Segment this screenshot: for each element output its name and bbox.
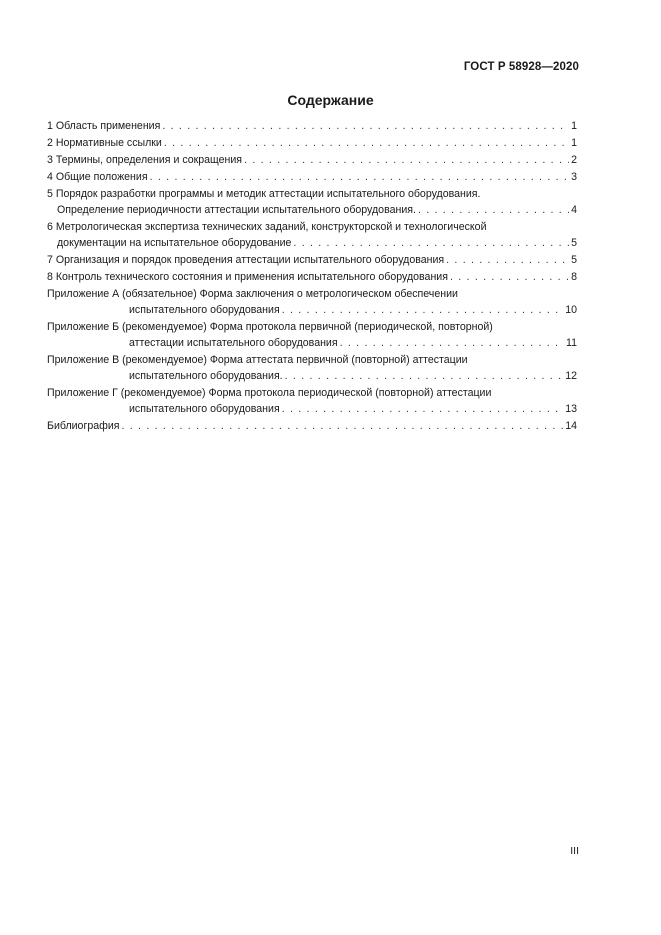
toc-entry-bibliography[interactable] xyxy=(47,418,577,434)
leader-dots xyxy=(282,401,564,417)
toc-entry-text: 4 Общие положения xyxy=(47,171,148,183)
toc-entry-text: Приложение А (обязательное) Форма заключения о метрологическом обеспечении xyxy=(47,288,458,300)
toc-entry-appendix-g[interactable] xyxy=(47,385,577,417)
toc-page-number: 3 xyxy=(571,171,577,183)
toc-entry-text-continued: испытательного оборудования xyxy=(129,403,280,415)
leader-dots xyxy=(418,202,569,218)
toc-entry-text: Библиография xyxy=(47,420,120,432)
page-number: III xyxy=(570,845,579,857)
leader-dots xyxy=(450,269,569,285)
toc-page-number: 13 xyxy=(565,403,577,415)
leader-dots xyxy=(121,418,563,434)
toc-entry-text: 2 Нормативные ссылки xyxy=(47,137,162,149)
leader-dots xyxy=(164,135,569,151)
toc-entry-appendix-b[interactable] xyxy=(47,319,577,351)
toc-entry-text: Приложение В (рекомендуемое) Форма аттестата первичной (повторной) аттестации xyxy=(47,354,468,366)
toc-entry-text: Приложение Б (рекомендуемое) Форма протокола первичной (периодической, повторной) xyxy=(47,321,493,333)
toc-entry-text-continued: испытательного оборудования xyxy=(129,304,280,316)
toc-entry-text: Приложение Г (рекомендуемое) Форма протокола периодической (повторной) аттестации xyxy=(47,387,492,399)
leader-dots xyxy=(293,235,569,251)
toc-page-number: 11 xyxy=(566,337,577,349)
toc-page-number: 5 xyxy=(571,237,577,249)
table-of-contents xyxy=(47,118,577,435)
toc-entry-1[interactable] xyxy=(47,118,577,134)
toc-page-number: 1 xyxy=(571,120,577,132)
toc-entry-appendix-v[interactable] xyxy=(47,352,577,384)
toc-entry-6[interactable] xyxy=(47,219,577,251)
toc-entry-text: 3 Термины, определения и сокращения xyxy=(47,154,243,166)
leader-dots xyxy=(340,335,564,351)
leader-dots xyxy=(446,252,569,268)
toc-title: Содержание xyxy=(287,92,374,108)
toc-entry-text-continued: испытательного оборудования. xyxy=(129,370,283,382)
toc-entry-text: 8 Контроль технического состояния и применения испытательного оборудования xyxy=(47,271,448,283)
toc-page-number: 5 xyxy=(571,254,577,266)
toc-page-number: 12 xyxy=(565,370,577,382)
toc-entry-text-continued: Определение периодичности аттестации испытательного оборудования. xyxy=(57,204,416,216)
toc-entry-text: 7 Организация и порядок проведения аттестации испытательного оборудования xyxy=(47,254,445,266)
leader-dots xyxy=(285,368,564,384)
toc-entry-8[interactable] xyxy=(47,269,577,285)
toc-entry-text-continued: документации на испытательное оборудование xyxy=(57,237,292,249)
toc-entry-text: 5 Порядок разработки программы и методик аттестации испытательного оборудования. xyxy=(47,188,481,200)
toc-page-number: 10 xyxy=(565,304,577,316)
leader-dots xyxy=(244,152,569,168)
leader-dots xyxy=(162,118,569,134)
toc-entry-text: 6 Метрологическая экспертиза технических заданий, конструкторской и технологической xyxy=(47,221,487,233)
standard-code: ГОСТ Р 58928—2020 xyxy=(463,61,579,73)
leader-dots xyxy=(282,302,564,318)
toc-page-number: 8 xyxy=(571,271,577,283)
toc-page-number: 14 xyxy=(565,420,577,432)
toc-entry-text-continued: аттестации испытательного оборудования xyxy=(129,337,338,349)
toc-entry-7[interactable] xyxy=(47,252,577,268)
toc-entry-2[interactable] xyxy=(47,135,577,151)
toc-page-number: 1 xyxy=(571,137,577,149)
toc-entry-4[interactable] xyxy=(47,169,577,185)
toc-entry-3[interactable] xyxy=(47,152,577,168)
leader-dots xyxy=(150,169,570,185)
toc-entry-text: 1 Область применения xyxy=(47,120,161,132)
toc-page-number: 2 xyxy=(571,154,577,166)
toc-page-number: 4 xyxy=(571,204,577,216)
toc-entry-appendix-a[interactable] xyxy=(47,286,577,318)
toc-entry-5[interactable] xyxy=(47,186,577,218)
